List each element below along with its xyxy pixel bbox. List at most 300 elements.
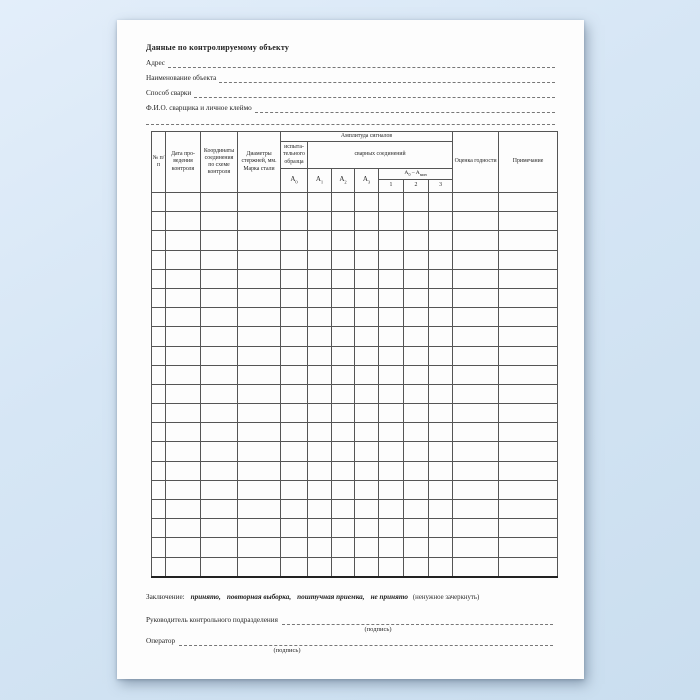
field-label-object-name: Наименование объекта bbox=[146, 74, 217, 82]
table-cell bbox=[355, 538, 379, 557]
table-cell bbox=[238, 193, 281, 212]
table-cell bbox=[308, 269, 332, 288]
table-cell bbox=[281, 480, 308, 499]
table-cell bbox=[404, 557, 429, 577]
table-cell bbox=[429, 269, 453, 288]
table-cell bbox=[453, 308, 499, 327]
col-header-coords: Координаты соединения по схеме контроля bbox=[201, 132, 238, 193]
table-cell bbox=[404, 519, 429, 538]
table-cell bbox=[152, 250, 166, 269]
table-cell bbox=[166, 423, 201, 442]
table-cell bbox=[355, 461, 379, 480]
table-cell bbox=[201, 212, 238, 231]
table-cell bbox=[332, 346, 355, 365]
table-cell bbox=[238, 423, 281, 442]
table-cell bbox=[453, 442, 499, 461]
table-row bbox=[152, 327, 558, 346]
table-cell bbox=[332, 212, 355, 231]
table-cell bbox=[308, 327, 332, 346]
table-cell bbox=[166, 212, 201, 231]
col-header-diff-1: 1 bbox=[379, 180, 404, 193]
table-cell bbox=[281, 288, 308, 307]
table-cell bbox=[429, 557, 453, 577]
table-cell bbox=[201, 519, 238, 538]
table-cell bbox=[201, 288, 238, 307]
conclusion-note: (ненужное зачеркнуть) bbox=[412, 594, 480, 601]
table-cell bbox=[201, 538, 238, 557]
field-label-welding-method: Способ сварки bbox=[146, 89, 192, 97]
table-cell bbox=[152, 500, 166, 519]
table-cell bbox=[281, 308, 308, 327]
field-row-object-name bbox=[146, 72, 555, 83]
table-cell bbox=[404, 269, 429, 288]
table-cell bbox=[404, 461, 429, 480]
table-cell bbox=[379, 423, 404, 442]
table-cell bbox=[379, 557, 404, 577]
table-cell bbox=[404, 308, 429, 327]
table-cell bbox=[166, 442, 201, 461]
table-cell bbox=[499, 480, 558, 499]
table-cell bbox=[308, 404, 332, 423]
col-header-amplitude-diff: $A_0 - A_{мин}$ bbox=[379, 169, 453, 180]
table-cell bbox=[281, 384, 308, 403]
table-cell bbox=[379, 480, 404, 499]
table-cell bbox=[332, 500, 355, 519]
table-cell bbox=[404, 480, 429, 499]
conclusion-option-accepted: принято, bbox=[190, 593, 221, 601]
table-cell bbox=[429, 519, 453, 538]
table-cell bbox=[308, 423, 332, 442]
table-cell bbox=[238, 384, 281, 403]
table-cell bbox=[238, 269, 281, 288]
table-cell bbox=[429, 404, 453, 423]
table-cell bbox=[332, 404, 355, 423]
signature-rule bbox=[282, 614, 553, 625]
table-cell bbox=[404, 538, 429, 557]
table-cell bbox=[332, 423, 355, 442]
table-cell bbox=[238, 346, 281, 365]
table-cell bbox=[332, 193, 355, 212]
table-cell bbox=[379, 308, 404, 327]
table-cell bbox=[332, 250, 355, 269]
table-cell bbox=[355, 480, 379, 499]
table-cell bbox=[453, 384, 499, 403]
table-cell bbox=[152, 423, 166, 442]
field-row-welder-name bbox=[146, 102, 555, 113]
table-header bbox=[152, 132, 558, 193]
blank-rule bbox=[146, 116, 555, 125]
table-cell bbox=[429, 442, 453, 461]
conclusion-label: Заключение: bbox=[146, 593, 185, 601]
signature-rule bbox=[179, 635, 553, 646]
table-cell bbox=[429, 288, 453, 307]
table-cell bbox=[281, 538, 308, 557]
signature-label-operator: Оператор bbox=[146, 637, 176, 645]
table-cell bbox=[379, 384, 404, 403]
table-cell bbox=[152, 384, 166, 403]
table-cell bbox=[429, 423, 453, 442]
col-header-a0: $A_0$ bbox=[281, 169, 308, 193]
col-header-amplitude: Амплитуда сигналов bbox=[281, 132, 453, 142]
field-rule bbox=[168, 57, 555, 68]
table-cell bbox=[201, 384, 238, 403]
table-cell bbox=[152, 461, 166, 480]
table-cell bbox=[332, 519, 355, 538]
table-cell bbox=[201, 365, 238, 384]
table-row bbox=[152, 519, 558, 538]
table-cell bbox=[453, 480, 499, 499]
table-cell bbox=[201, 231, 238, 250]
table-cell bbox=[281, 423, 308, 442]
table-cell bbox=[429, 461, 453, 480]
table-cell bbox=[355, 404, 379, 423]
table-cell bbox=[166, 500, 201, 519]
table-cell bbox=[453, 500, 499, 519]
table-cell bbox=[355, 308, 379, 327]
table-cell bbox=[201, 480, 238, 499]
table-cell bbox=[308, 538, 332, 557]
table-cell bbox=[238, 461, 281, 480]
table-cell bbox=[404, 231, 429, 250]
page-title: Данные по контролируемому объекту bbox=[146, 43, 290, 52]
table-body bbox=[152, 193, 558, 577]
table-cell bbox=[281, 250, 308, 269]
table-cell bbox=[404, 193, 429, 212]
table-cell bbox=[379, 327, 404, 346]
table-cell bbox=[166, 193, 201, 212]
table-cell bbox=[152, 404, 166, 423]
table-cell bbox=[281, 327, 308, 346]
table-cell bbox=[308, 519, 332, 538]
table-cell bbox=[453, 461, 499, 480]
table-cell bbox=[429, 538, 453, 557]
table-cell bbox=[499, 308, 558, 327]
table-row bbox=[152, 288, 558, 307]
table-row bbox=[152, 500, 558, 519]
table-cell bbox=[355, 519, 379, 538]
table-cell bbox=[308, 500, 332, 519]
table-cell bbox=[281, 519, 308, 538]
table-cell bbox=[429, 480, 453, 499]
field-row-welding-method bbox=[146, 87, 555, 98]
table-cell bbox=[166, 384, 201, 403]
table-cell bbox=[379, 212, 404, 231]
table-cell bbox=[404, 500, 429, 519]
field-rule bbox=[219, 72, 555, 83]
col-header-num: № п/п bbox=[152, 132, 166, 193]
table-cell bbox=[332, 538, 355, 557]
col-header-a3: $A_3$ bbox=[355, 169, 379, 193]
col-header-welded-joints: сварных соединений bbox=[308, 142, 453, 169]
table-cell bbox=[152, 346, 166, 365]
table-cell bbox=[429, 384, 453, 403]
table-cell bbox=[379, 538, 404, 557]
col-header-note: Примечание bbox=[499, 132, 558, 193]
col-header-specimen: испыта-тельного образца bbox=[281, 142, 308, 169]
table-cell bbox=[166, 519, 201, 538]
table-cell bbox=[379, 500, 404, 519]
table-cell bbox=[281, 346, 308, 365]
table-cell bbox=[499, 327, 558, 346]
signature-row-operator bbox=[146, 635, 553, 646]
table-cell bbox=[281, 500, 308, 519]
conclusion-option-piece-acceptance: поштучная приемка, bbox=[297, 593, 365, 601]
table-cell bbox=[499, 231, 558, 250]
field-label-address: Адрес bbox=[146, 59, 166, 67]
table-cell bbox=[166, 404, 201, 423]
table-cell bbox=[379, 250, 404, 269]
table-cell bbox=[453, 327, 499, 346]
table-cell bbox=[166, 365, 201, 384]
table-cell bbox=[332, 308, 355, 327]
table-cell bbox=[201, 442, 238, 461]
table-cell bbox=[166, 327, 201, 346]
table-cell bbox=[308, 461, 332, 480]
table-row bbox=[152, 269, 558, 288]
table-cell bbox=[332, 461, 355, 480]
table-cell bbox=[152, 519, 166, 538]
table-cell bbox=[308, 442, 332, 461]
table-cell bbox=[238, 500, 281, 519]
table-cell bbox=[166, 557, 201, 577]
table-cell bbox=[201, 461, 238, 480]
table-cell bbox=[453, 212, 499, 231]
table-cell bbox=[281, 212, 308, 231]
table-cell bbox=[404, 327, 429, 346]
field-rule bbox=[194, 87, 555, 98]
table-cell bbox=[404, 404, 429, 423]
table-cell bbox=[201, 557, 238, 577]
table-cell bbox=[499, 519, 558, 538]
table-cell bbox=[201, 500, 238, 519]
table-cell bbox=[308, 384, 332, 403]
table-cell bbox=[355, 384, 379, 403]
table-cell bbox=[355, 212, 379, 231]
table-cell bbox=[281, 193, 308, 212]
table-cell bbox=[166, 269, 201, 288]
table-cell bbox=[166, 288, 201, 307]
table-row bbox=[152, 365, 558, 384]
table-cell bbox=[166, 250, 201, 269]
table-cell bbox=[152, 442, 166, 461]
table-cell bbox=[499, 288, 558, 307]
field-label-welder-name: Ф.И.О. сварщика и личное клеймо bbox=[146, 104, 252, 112]
table-cell bbox=[281, 442, 308, 461]
table-cell bbox=[404, 365, 429, 384]
table-cell bbox=[238, 538, 281, 557]
table-cell bbox=[152, 327, 166, 346]
table-cell bbox=[166, 480, 201, 499]
table-cell bbox=[499, 193, 558, 212]
table-cell bbox=[152, 269, 166, 288]
table-cell bbox=[308, 231, 332, 250]
table-cell bbox=[281, 404, 308, 423]
col-header-diff-2: 2 bbox=[404, 180, 429, 193]
table-cell bbox=[308, 212, 332, 231]
table-cell bbox=[238, 365, 281, 384]
table-cell bbox=[332, 384, 355, 403]
table-cell bbox=[332, 557, 355, 577]
table-row bbox=[152, 442, 558, 461]
table-cell bbox=[201, 423, 238, 442]
table-cell bbox=[499, 212, 558, 231]
col-header-date: Дата про-ведения контроля bbox=[166, 132, 201, 193]
conclusion-option-resample: повторная выборка, bbox=[226, 593, 292, 601]
table-cell bbox=[308, 193, 332, 212]
table-cell bbox=[238, 442, 281, 461]
table-row bbox=[152, 231, 558, 250]
table-cell bbox=[281, 557, 308, 577]
document-page bbox=[117, 20, 584, 679]
table-cell bbox=[332, 269, 355, 288]
table-row bbox=[152, 538, 558, 557]
table-row bbox=[152, 480, 558, 499]
table-cell bbox=[281, 461, 308, 480]
table-cell bbox=[499, 250, 558, 269]
table-cell bbox=[238, 519, 281, 538]
table-cell bbox=[355, 500, 379, 519]
table-cell bbox=[379, 193, 404, 212]
table-cell bbox=[404, 384, 429, 403]
table-cell bbox=[453, 231, 499, 250]
table-cell bbox=[499, 442, 558, 461]
table-cell bbox=[166, 346, 201, 365]
table-cell bbox=[499, 461, 558, 480]
table-cell bbox=[238, 212, 281, 231]
table-cell bbox=[499, 365, 558, 384]
col-header-rating: Оценка годности bbox=[453, 132, 499, 193]
table-cell bbox=[355, 346, 379, 365]
table-cell bbox=[308, 557, 332, 577]
table-cell bbox=[238, 288, 281, 307]
table-cell bbox=[379, 461, 404, 480]
table-cell bbox=[429, 193, 453, 212]
table-cell bbox=[332, 480, 355, 499]
table-cell bbox=[281, 365, 308, 384]
table-cell bbox=[404, 346, 429, 365]
table-cell bbox=[355, 442, 379, 461]
table-cell bbox=[332, 231, 355, 250]
table-cell bbox=[355, 365, 379, 384]
table-cell bbox=[429, 365, 453, 384]
table-cell bbox=[152, 308, 166, 327]
table-row bbox=[152, 384, 558, 403]
table-cell bbox=[332, 327, 355, 346]
table-cell bbox=[453, 288, 499, 307]
table-cell bbox=[166, 461, 201, 480]
table-cell bbox=[453, 538, 499, 557]
table-cell bbox=[429, 231, 453, 250]
table-cell bbox=[499, 557, 558, 577]
table-cell bbox=[499, 384, 558, 403]
conclusion-option-rejected: не принято bbox=[370, 593, 408, 601]
signature-label-supervisor: Руководитель контрольного подразделения bbox=[146, 616, 278, 624]
table-cell bbox=[355, 327, 379, 346]
table-cell bbox=[499, 346, 558, 365]
table-cell bbox=[152, 557, 166, 577]
col-header-diameters: Диаметры стержней, мм. Марка стали bbox=[238, 132, 281, 193]
table-cell bbox=[238, 308, 281, 327]
table-cell bbox=[201, 308, 238, 327]
signature-caption-supervisor: (подпись) bbox=[364, 626, 392, 633]
conclusion-line bbox=[146, 592, 555, 603]
table-cell bbox=[152, 231, 166, 250]
table-cell bbox=[238, 480, 281, 499]
table-cell bbox=[355, 557, 379, 577]
table-cell bbox=[152, 193, 166, 212]
field-rule bbox=[255, 102, 555, 113]
table-cell bbox=[152, 538, 166, 557]
table-row bbox=[152, 193, 558, 212]
table-cell bbox=[499, 500, 558, 519]
table-cell bbox=[308, 480, 332, 499]
table-cell bbox=[201, 346, 238, 365]
table-cell bbox=[355, 231, 379, 250]
table-cell bbox=[355, 250, 379, 269]
table-cell bbox=[499, 423, 558, 442]
table-row bbox=[152, 404, 558, 423]
table-cell bbox=[152, 288, 166, 307]
table-cell bbox=[379, 519, 404, 538]
table-cell bbox=[152, 365, 166, 384]
table-cell bbox=[201, 404, 238, 423]
col-header-a2: $A_2$ bbox=[332, 169, 355, 193]
table-cell bbox=[429, 250, 453, 269]
table-cell bbox=[379, 404, 404, 423]
table-cell bbox=[308, 346, 332, 365]
table-cell bbox=[499, 404, 558, 423]
table-cell bbox=[166, 308, 201, 327]
table-cell bbox=[308, 365, 332, 384]
table-cell bbox=[429, 327, 453, 346]
table-cell bbox=[308, 308, 332, 327]
table-cell bbox=[453, 423, 499, 442]
table-row bbox=[152, 250, 558, 269]
table-cell bbox=[453, 557, 499, 577]
table-row bbox=[152, 308, 558, 327]
table-cell bbox=[429, 212, 453, 231]
inspection-table bbox=[151, 131, 558, 578]
table-cell bbox=[201, 269, 238, 288]
table-cell bbox=[453, 365, 499, 384]
table-cell bbox=[453, 404, 499, 423]
table-cell bbox=[201, 250, 238, 269]
table-cell bbox=[201, 327, 238, 346]
table-cell bbox=[453, 269, 499, 288]
table-row bbox=[152, 557, 558, 577]
table-row bbox=[152, 212, 558, 231]
table-cell bbox=[429, 500, 453, 519]
table-cell bbox=[355, 288, 379, 307]
table-cell bbox=[332, 365, 355, 384]
table-cell bbox=[238, 231, 281, 250]
table-cell bbox=[281, 269, 308, 288]
table-cell bbox=[453, 346, 499, 365]
table-cell bbox=[404, 423, 429, 442]
table-cell bbox=[379, 442, 404, 461]
table-cell bbox=[166, 538, 201, 557]
table-cell bbox=[404, 288, 429, 307]
table-cell bbox=[379, 288, 404, 307]
table-cell bbox=[355, 193, 379, 212]
table-cell bbox=[152, 480, 166, 499]
table-cell bbox=[238, 327, 281, 346]
table-row bbox=[152, 346, 558, 365]
table-cell bbox=[404, 212, 429, 231]
table-cell bbox=[379, 346, 404, 365]
table-cell bbox=[281, 231, 308, 250]
table-cell bbox=[201, 193, 238, 212]
